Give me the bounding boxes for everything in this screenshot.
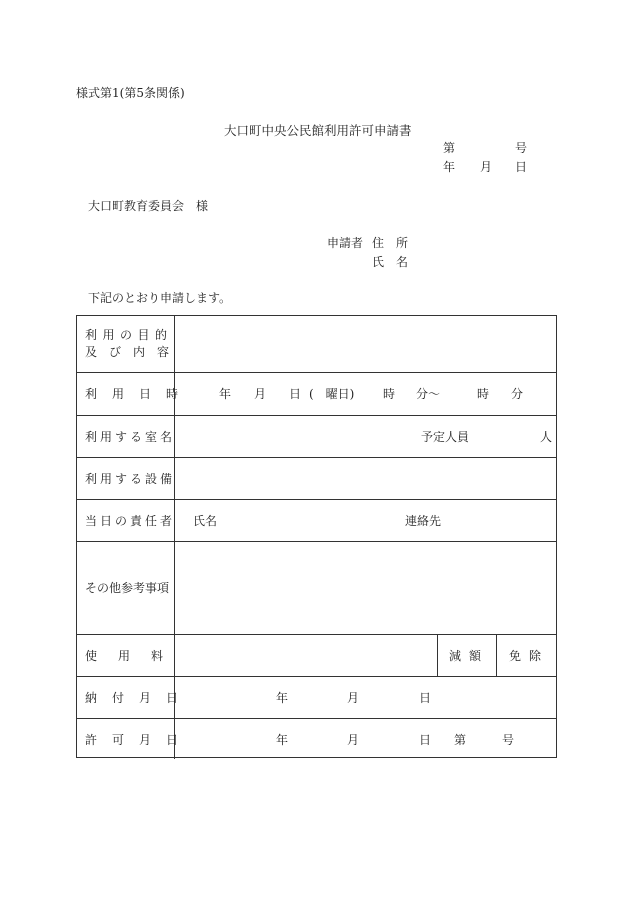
address-label: 住 所 bbox=[372, 236, 409, 250]
date-month-label: 月 bbox=[480, 160, 493, 174]
fee-reduction: 減額 bbox=[449, 649, 490, 663]
datetime-month: 月 bbox=[254, 387, 267, 401]
applicant-label: 申請者 bbox=[327, 236, 364, 250]
notes-label: その他参考事項 bbox=[85, 581, 170, 595]
responsible-name-label: 氏名 bbox=[193, 514, 218, 528]
permission-year: 年 bbox=[276, 733, 289, 747]
payment-date-row bbox=[77, 676, 556, 718]
fee-divider-2 bbox=[496, 635, 497, 676]
room-label: 利用する室名 bbox=[85, 430, 176, 444]
permission-label: 許可月日 bbox=[85, 733, 194, 747]
responsible-contact-label: 連絡先 bbox=[405, 514, 442, 528]
notes-row bbox=[77, 541, 556, 634]
permission-month: 月 bbox=[347, 733, 360, 747]
room-label-cell bbox=[77, 416, 175, 457]
purpose-label-line2: 及び内容 bbox=[85, 345, 182, 359]
permission-number-prefix: 第 bbox=[454, 733, 467, 747]
payment-label-cell bbox=[77, 677, 194, 718]
payment-month: 月 bbox=[347, 691, 360, 705]
datetime-row bbox=[77, 372, 556, 415]
datetime-end-hour: 時 bbox=[477, 387, 490, 401]
payment-year: 年 bbox=[276, 691, 289, 705]
document-title: 大口町中央公民館利用許可申請書 bbox=[224, 123, 412, 138]
purpose-row bbox=[77, 316, 556, 372]
number-prefix: 第 bbox=[443, 141, 456, 155]
datetime-day: 日 bbox=[289, 387, 302, 401]
datetime-year: 年 bbox=[219, 387, 232, 401]
name-label: 氏 名 bbox=[372, 255, 409, 269]
permission-number-suffix: 号 bbox=[502, 733, 515, 747]
responsible-row bbox=[77, 499, 556, 541]
payment-label: 納付月日 bbox=[85, 691, 194, 705]
room-row bbox=[77, 415, 556, 457]
datetime-start-minute: 分〜 bbox=[416, 387, 441, 401]
permission-label-cell bbox=[77, 719, 194, 759]
application-form-table bbox=[76, 315, 557, 758]
equipment-label-cell bbox=[77, 458, 175, 499]
purpose-label-cell bbox=[77, 316, 182, 372]
permission-date-row bbox=[77, 718, 556, 759]
datetime-label-cell bbox=[77, 373, 194, 415]
responsible-label-cell bbox=[77, 500, 175, 541]
datetime-end-minute: 分 bbox=[511, 387, 524, 401]
expected-attendees-label: 予定人員 bbox=[421, 430, 470, 444]
equipment-row bbox=[77, 457, 556, 499]
number-suffix: 号 bbox=[515, 141, 528, 155]
datetime-label: 利用日時 bbox=[85, 387, 194, 401]
purpose-label-line1: 利用の目的 bbox=[85, 328, 173, 342]
fee-exemption: 免除 bbox=[509, 649, 550, 663]
datetime-start-hour: 時 bbox=[383, 387, 396, 401]
date-day-label: 日 bbox=[515, 160, 528, 174]
fee-label-cell bbox=[77, 635, 185, 676]
payment-day: 日 bbox=[419, 691, 432, 705]
intro-text: 下記のとおり申請します。 bbox=[88, 291, 232, 305]
fee-label: 使用料 bbox=[85, 649, 185, 663]
fee-divider-1 bbox=[437, 635, 438, 676]
equipment-label: 利用する設備 bbox=[85, 472, 176, 486]
datetime-weekday: ( 曜日) bbox=[309, 387, 355, 401]
date-year-label: 年 bbox=[443, 160, 456, 174]
responsible-label: 当日の責任者 bbox=[85, 514, 176, 528]
attendees-unit: 人 bbox=[540, 430, 553, 444]
notes-label-cell bbox=[77, 542, 175, 634]
addressee: 大口町教育委員会 様 bbox=[88, 199, 209, 213]
fee-row bbox=[77, 634, 556, 676]
form-number: 様式第1(第5条関係) bbox=[76, 86, 185, 100]
permission-day: 日 bbox=[419, 733, 432, 747]
